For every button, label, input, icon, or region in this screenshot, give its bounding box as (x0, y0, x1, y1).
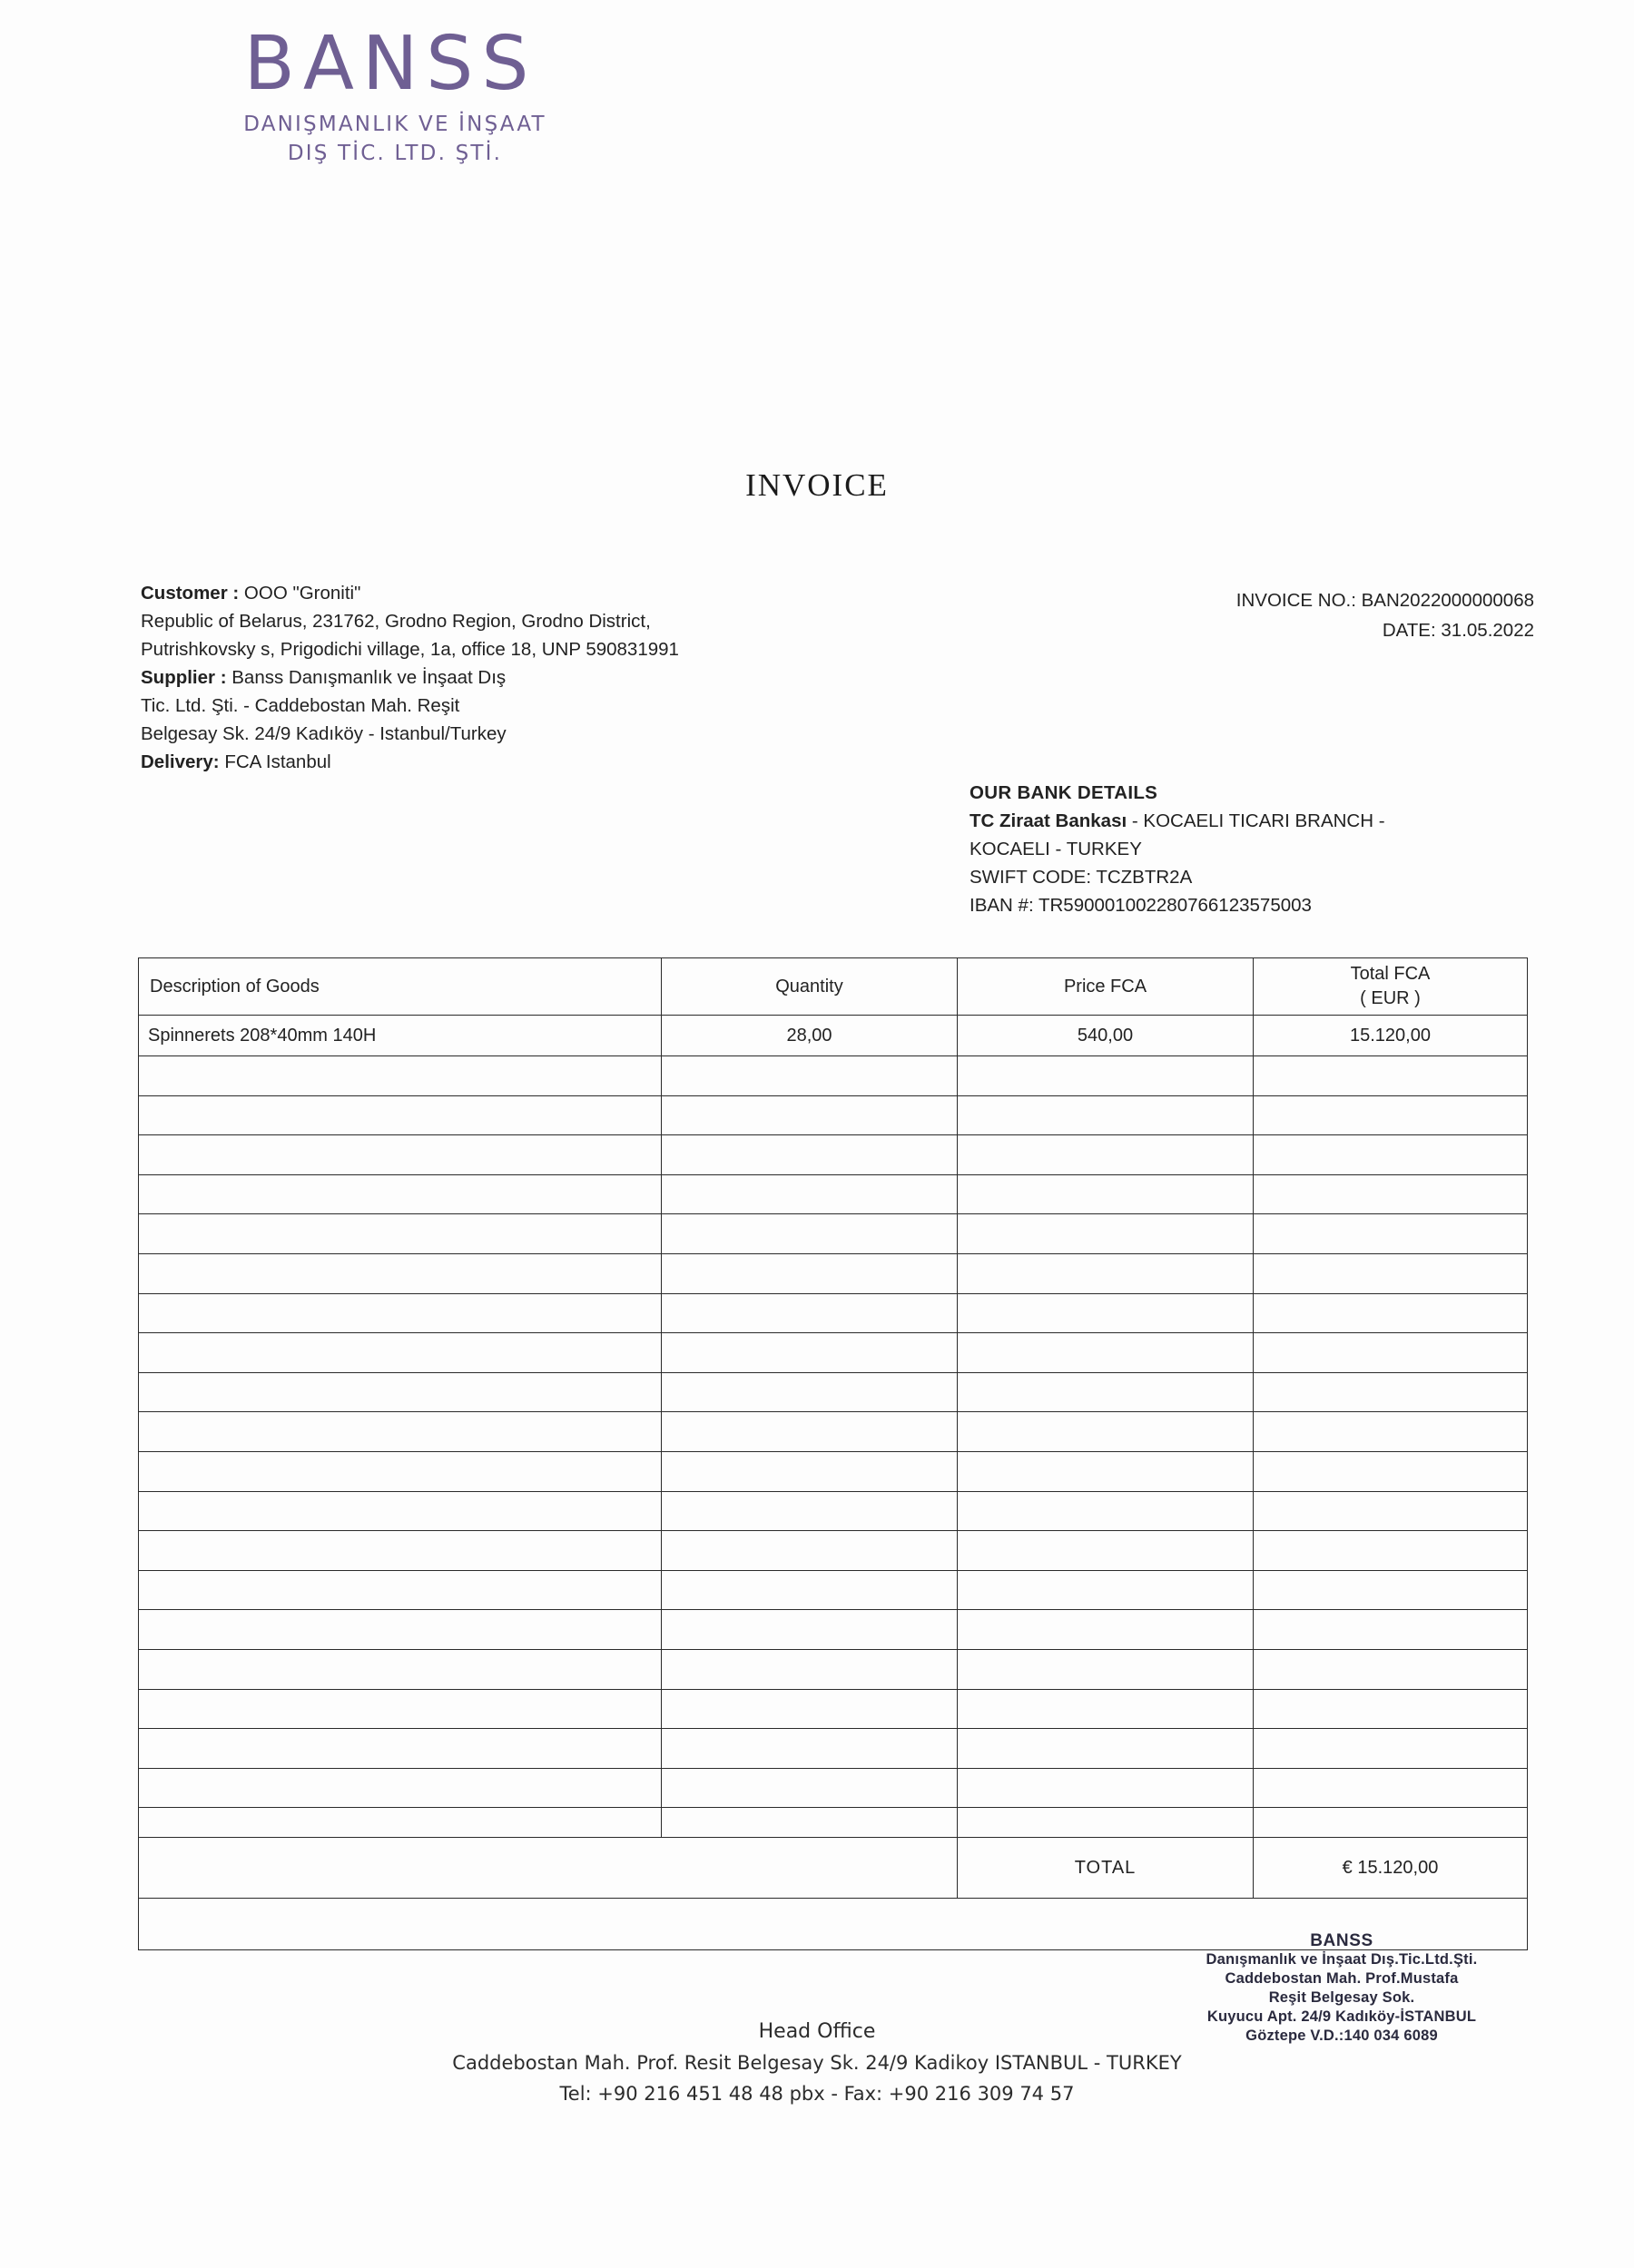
empty-cell-quantity (662, 1333, 958, 1373)
table-empty-row (139, 1649, 1528, 1689)
goods-table (138, 957, 1528, 1950)
supplier-name: Banss Danışmanlık ve İnşaat Dış (231, 667, 507, 688)
footer-contact: Tel: +90 216 451 48 48 pbx - Fax: +90 216 309 74 57 (559, 2083, 1075, 2105)
empty-cell-price (958, 1729, 1254, 1769)
goods-table-wrapper (138, 957, 1527, 1950)
empty-cell-total (1254, 1412, 1528, 1452)
stamp-line-1: BANSS (1310, 1931, 1373, 1950)
delivery-label: Delivery: (141, 751, 220, 772)
empty-cell-quantity (662, 1531, 958, 1571)
table-empty-row (139, 1056, 1528, 1096)
column-header-total-line1: Total FCA (1350, 964, 1431, 984)
bank-swift: SWIFT CODE: TCZBTR2A (970, 867, 1193, 888)
company-tagline-line1: DANIŞMANLIK VE İNŞAAT (243, 113, 546, 136)
bank-branch: - KOCAELI TICARI BRANCH - (1127, 810, 1385, 831)
bank-city: KOCAELI - TURKEY (970, 839, 1142, 859)
empty-cell-price (958, 1451, 1254, 1491)
empty-cell-price (958, 1689, 1254, 1729)
invoice-number-value: BAN2022000000068 (1361, 590, 1534, 611)
delivery-row (141, 748, 958, 776)
empty-cell-quantity (662, 1412, 958, 1452)
table-empty-row (139, 1174, 1528, 1214)
bank-name: TC Ziraat Bankası (970, 810, 1127, 831)
empty-cell-quantity (662, 1649, 958, 1689)
empty-cell-description (139, 1491, 662, 1531)
bank-details-title: OUR BANK DETAILS (970, 782, 1158, 803)
customer-address-line2: Putrishkovsky s, Prigodichi village, 1a, office 18, UNP 590831991 (141, 639, 679, 660)
empty-cell-description (139, 1333, 662, 1373)
table-empty-row (139, 1135, 1528, 1175)
empty-cell-price (958, 1135, 1254, 1175)
table-empty-row (139, 1768, 1528, 1808)
empty-cell-quantity (662, 1253, 958, 1293)
empty-cell-total (1254, 1135, 1528, 1175)
empty-cell-description (139, 1649, 662, 1689)
table-empty-row (139, 1570, 1528, 1610)
column-header-description: Description of Goods (139, 958, 662, 1016)
empty-cell-quantity (662, 1729, 958, 1769)
cell-price: 540,00 (958, 1016, 1254, 1056)
empty-cell-price (958, 1768, 1254, 1808)
table-empty-row (139, 1729, 1528, 1769)
page-title: INVOICE (745, 467, 889, 503)
empty-cell-total (1254, 1293, 1528, 1333)
column-header-quantity: Quantity (662, 958, 958, 1016)
empty-cell-description (139, 1214, 662, 1254)
company-letterhead (159, 21, 631, 165)
empty-cell-total (1254, 1174, 1528, 1214)
supplier-row (141, 663, 958, 692)
empty-cell-quantity (662, 1214, 958, 1254)
empty-cell-total (1254, 1253, 1528, 1293)
empty-cell-price (958, 1056, 1254, 1096)
empty-cell-price (958, 1491, 1254, 1531)
empty-cell-quantity (662, 1135, 958, 1175)
empty-cell-total (1254, 1689, 1528, 1729)
column-header-total-line2: ( EUR ) (1360, 988, 1421, 1008)
empty-cell-total (1254, 1095, 1528, 1135)
empty-cell-description (139, 1729, 662, 1769)
cell-quantity: 28,00 (662, 1016, 958, 1056)
parties-block (141, 579, 958, 776)
table-total-row (139, 1838, 1528, 1899)
spacer-cell-price (958, 1808, 1254, 1838)
empty-cell-quantity (662, 1451, 958, 1491)
delivery-value: FCA Istanbul (224, 751, 331, 772)
table-empty-row (139, 1531, 1528, 1571)
supplier-label: Supplier : (141, 667, 227, 688)
empty-cell-price (958, 1293, 1254, 1333)
empty-cell-total (1254, 1056, 1528, 1096)
stamp-line-2: Danışmanlık ve İnşaat Dış.Tic.Ltd.Şti. (1206, 1951, 1478, 1968)
footer-head-office: Head Office (758, 2020, 876, 2043)
table-empty-row (139, 1412, 1528, 1452)
empty-cell-quantity (662, 1570, 958, 1610)
empty-cell-description (139, 1610, 662, 1650)
empty-cell-description (139, 1095, 662, 1135)
invoice-number-label: INVOICE NO.: (1235, 590, 1356, 611)
total-label: TOTAL (958, 1838, 1254, 1899)
empty-cell-quantity (662, 1768, 958, 1808)
empty-cell-total (1254, 1214, 1528, 1254)
footer-address: Caddebostan Mah. Prof. Resit Belgesay Sk. 24/9 Kadikoy ISTANBUL - TURKEY (452, 2052, 1182, 2074)
goods-table-body (139, 1016, 1528, 1056)
spacer-cell-total (1254, 1808, 1528, 1838)
empty-cell-description (139, 1412, 662, 1452)
stamp-line-5: Kuyucu Apt. 24/9 Kadıköy-İSTANBUL (1206, 2008, 1477, 2025)
empty-cell-description (139, 1293, 662, 1333)
empty-cell-description (139, 1253, 662, 1293)
table-empty-row (139, 1333, 1528, 1373)
empty-cell-description (139, 1570, 662, 1610)
table-header-row (139, 958, 1528, 1016)
empty-cell-price (958, 1214, 1254, 1254)
empty-cell-description (139, 1135, 662, 1175)
empty-cell-quantity (662, 1174, 958, 1214)
bank-iban: IBAN #: TR590001002280766123575003 (970, 895, 1312, 916)
empty-cell-description (139, 1372, 662, 1412)
cell-description: Spinnerets 208*40mm 140H (139, 1016, 662, 1056)
spacer-cell-quantity (662, 1808, 958, 1838)
table-empty-row (139, 1095, 1528, 1135)
empty-cell-description (139, 1768, 662, 1808)
goods-table-footer (139, 1808, 1528, 1950)
empty-cell-total (1254, 1372, 1528, 1412)
bank-name-row (970, 807, 1385, 835)
customer-address-line1: Republic of Belarus, 231762, Grodno Region, Grodno District, (141, 611, 651, 632)
empty-cell-description (139, 1531, 662, 1571)
empty-cell-quantity (662, 1095, 958, 1135)
empty-cell-quantity (662, 1610, 958, 1650)
empty-cell-description (139, 1056, 662, 1096)
goods-table-filler (139, 1056, 1528, 1808)
invoice-date-value: 31.05.2022 (1441, 620, 1534, 641)
company-tagline-line2: DIŞ TİC. LTD. ŞTİ. (287, 142, 503, 165)
empty-cell-quantity (662, 1293, 958, 1333)
table-row (139, 1016, 1528, 1056)
column-header-price: Price FCA (958, 958, 1254, 1016)
table-spacer-row (139, 1808, 1528, 1838)
empty-cell-price (958, 1531, 1254, 1571)
supplier-address-line2: Belgesay Sk. 24/9 Kadıköy - Istanbul/Turkey (141, 723, 507, 744)
invoice-meta-block (1236, 585, 1534, 645)
table-empty-row (139, 1253, 1528, 1293)
total-value: € 15.120,00 (1254, 1838, 1528, 1899)
table-empty-row (139, 1491, 1528, 1531)
empty-cell-quantity (662, 1056, 958, 1096)
table-empty-row (139, 1214, 1528, 1254)
empty-cell-total (1254, 1570, 1528, 1610)
empty-cell-total (1254, 1451, 1528, 1491)
supplier-address-line1: Tic. Ltd. Şti. - Caddebostan Mah. Reşit (141, 695, 460, 716)
empty-cell-price (958, 1333, 1254, 1373)
empty-cell-price (958, 1412, 1254, 1452)
stamp-line-6: Göztepe V.D.:140 034 6089 (1245, 2027, 1438, 2044)
empty-cell-price (958, 1174, 1254, 1214)
cell-total: 15.120,00 (1254, 1016, 1528, 1056)
empty-cell-quantity (662, 1491, 958, 1531)
bank-details-block (970, 779, 1385, 919)
empty-cell-price (958, 1610, 1254, 1650)
empty-cell-total (1254, 1649, 1528, 1689)
empty-cell-total (1254, 1491, 1528, 1531)
empty-cell-quantity (662, 1372, 958, 1412)
page-footer (0, 2017, 1634, 2109)
empty-cell-price (958, 1372, 1254, 1412)
customer-row (141, 579, 958, 607)
table-empty-row (139, 1610, 1528, 1650)
invoice-number-row (1236, 585, 1534, 615)
customer-label: Customer : (141, 583, 240, 604)
column-header-total (1254, 958, 1528, 1016)
invoice-date-row (1236, 615, 1534, 645)
total-row-empty-cell (139, 1838, 958, 1899)
empty-cell-total (1254, 1531, 1528, 1571)
empty-cell-total (1254, 1768, 1528, 1808)
empty-cell-price (958, 1649, 1254, 1689)
empty-cell-description (139, 1689, 662, 1729)
stamp-line-3: Caddebostan Mah. Prof.Mustafa (1225, 1970, 1459, 1987)
empty-cell-price (958, 1095, 1254, 1135)
empty-cell-description (139, 1174, 662, 1214)
invoice-date-label: DATE: (1382, 620, 1436, 641)
company-logo-text: BANSS (243, 21, 537, 107)
empty-cell-price (958, 1570, 1254, 1610)
table-empty-row (139, 1372, 1528, 1412)
empty-cell-total (1254, 1610, 1528, 1650)
empty-cell-quantity (662, 1689, 958, 1729)
customer-name: OOO "Groniti" (243, 583, 361, 604)
spacer-cell-description (139, 1808, 662, 1838)
table-empty-row (139, 1293, 1528, 1333)
table-empty-row (139, 1451, 1528, 1491)
empty-cell-price (958, 1253, 1254, 1293)
empty-cell-total (1254, 1729, 1528, 1769)
empty-cell-total (1254, 1333, 1528, 1373)
empty-cell-description (139, 1451, 662, 1491)
table-empty-row (139, 1689, 1528, 1729)
stamp-line-4: Reşit Belgesay Sok. (1268, 1989, 1415, 2006)
